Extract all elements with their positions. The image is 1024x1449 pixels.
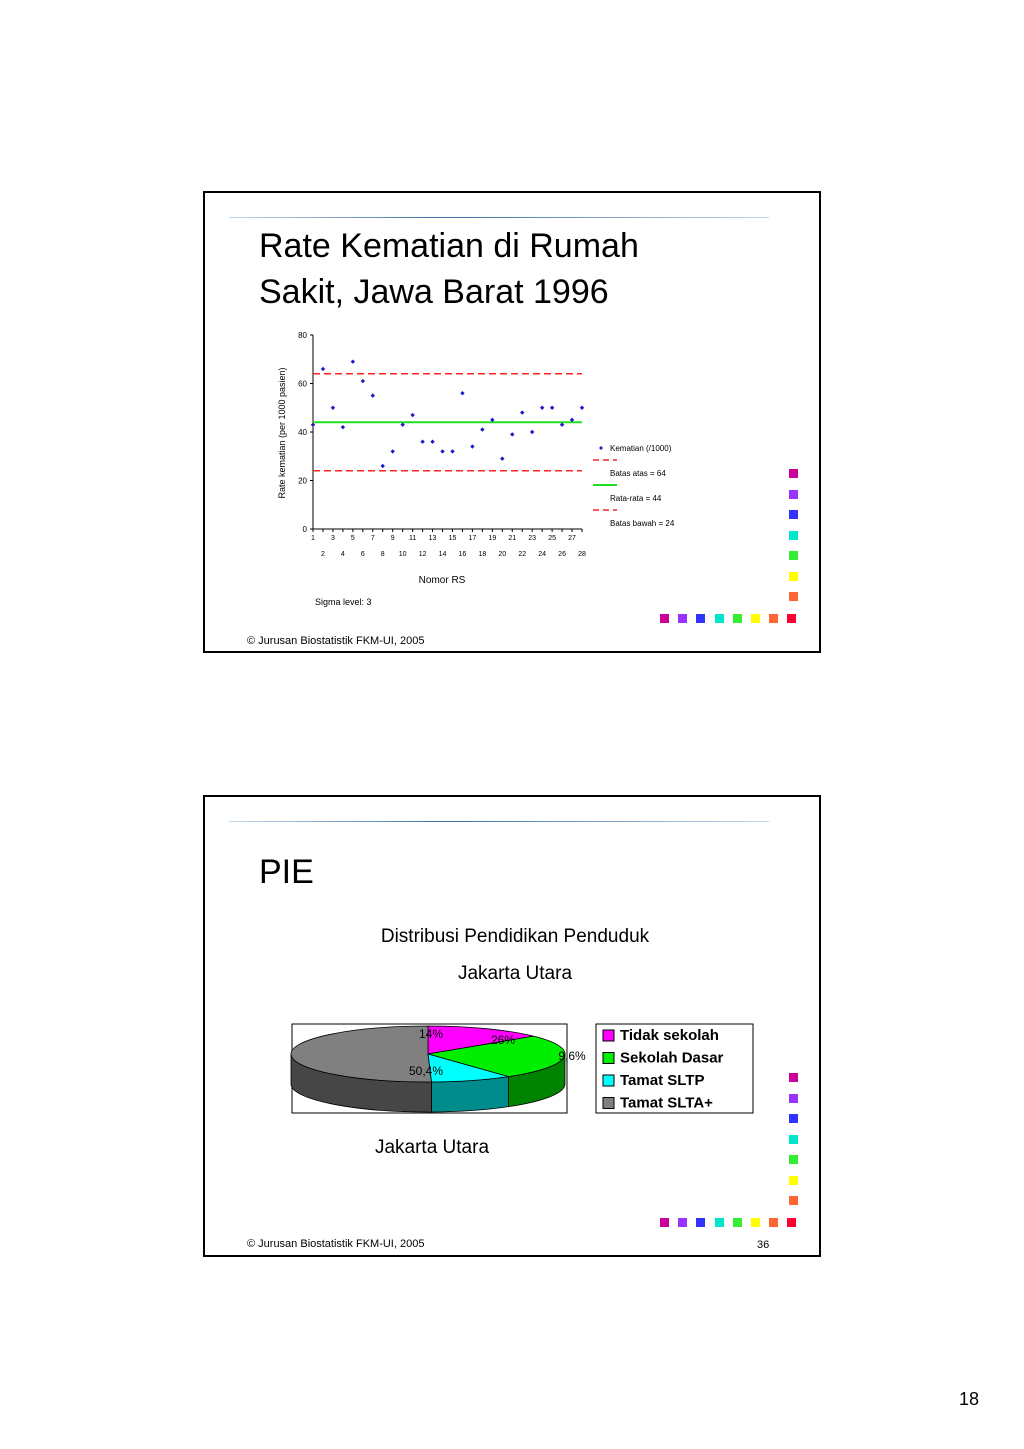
decorative-square (789, 490, 798, 499)
y-tick-label: 80 (298, 331, 307, 340)
data-point (391, 449, 395, 453)
decorative-square (678, 614, 687, 623)
decorative-square (789, 510, 798, 519)
x-tick-label: 12 (418, 551, 427, 558)
pie-caption: Jakarta Utara (374, 1137, 490, 1158)
decorative-square (733, 614, 742, 623)
x-tick-label: 18 (478, 551, 487, 558)
legend-label: Batas atas = 64 (610, 469, 666, 478)
decorative-square (789, 1155, 798, 1164)
x-tick-label: 14 (438, 551, 447, 558)
x-tick-label: 13 (428, 535, 437, 542)
decorative-square (789, 1094, 798, 1103)
slide-number: 36 (757, 1239, 770, 1251)
pie-subtitle: Jakarta Utara (457, 963, 573, 984)
slide-title-line1: Rate Kematian di Rumah (259, 227, 639, 265)
x-tick-label: 4 (340, 551, 345, 558)
x-tick-label: 15 (448, 535, 457, 542)
x-tick-label: 20 (498, 551, 507, 558)
x-tick-label: 27 (568, 535, 576, 542)
decorative-square (660, 614, 669, 623)
decorative-square (789, 1073, 798, 1082)
slide-pie-chart (203, 795, 821, 1257)
x-tick-label: 5 (350, 535, 355, 542)
decorative-square (751, 1218, 760, 1227)
x-tick-label: 25 (548, 535, 557, 542)
x-tick-label: 7 (370, 535, 375, 542)
decorative-square (789, 1196, 798, 1205)
decorative-square (787, 1218, 796, 1227)
decorative-square (789, 1176, 798, 1185)
x-tick-label: 16 (458, 551, 467, 558)
decorative-square (789, 1135, 798, 1144)
decorative-square (696, 614, 705, 623)
decorative-square (769, 1218, 778, 1227)
decorative-square (751, 614, 760, 623)
decorative-square (789, 551, 798, 560)
data-point (530, 430, 534, 434)
legend-swatch (603, 1075, 614, 1086)
data-point (331, 406, 335, 410)
y-tick-label: 0 (302, 525, 307, 534)
data-point (410, 413, 414, 417)
data-point (420, 440, 424, 444)
pie-slice-label: 26% (490, 1033, 516, 1047)
decorative-square (789, 531, 798, 540)
data-point (450, 449, 454, 453)
slide-control-chart (203, 191, 821, 653)
data-point (470, 444, 474, 448)
data-point (540, 406, 544, 410)
legend-swatch (603, 1053, 614, 1064)
sigma-note: Sigma level: 3 (315, 597, 372, 607)
data-point (321, 367, 325, 371)
data-point (341, 425, 345, 429)
x-tick-label: 1 (311, 535, 315, 542)
legend-swatch (603, 1098, 614, 1109)
x-axis-label: Nomor RS (418, 575, 466, 586)
pie-slice-label: 14% (418, 1027, 444, 1041)
x-tick-label: 2 (321, 551, 325, 558)
legend-label: Tidak sekolah (620, 1027, 719, 1044)
legend-swatch (603, 1030, 614, 1041)
x-tick-label: 11 (408, 535, 417, 542)
x-tick-label: 10 (398, 551, 407, 558)
decorative-square (789, 1114, 798, 1123)
y-tick-label: 20 (298, 476, 307, 486)
data-point (510, 432, 514, 436)
legend-label: Sekolah Dasar (620, 1049, 724, 1067)
decorative-square (660, 1218, 669, 1227)
decorative-square (678, 1218, 687, 1227)
x-tick-label: 26 (558, 551, 566, 558)
x-tick-label: 8 (380, 551, 385, 558)
data-point (500, 456, 504, 460)
pie-title: Distribusi Pendidikan Penduduk (380, 926, 650, 947)
legend-label: Tamat SLTA+ (620, 1094, 713, 1112)
legend-marker-point (599, 446, 603, 450)
data-point (550, 406, 554, 410)
decorative-square (715, 614, 724, 623)
data-point (381, 464, 385, 468)
data-point (430, 440, 434, 444)
x-tick-label: 22 (518, 551, 527, 558)
slide-footer: © Jurusan Biostatistik FKM-UI, 2005 (247, 635, 425, 647)
legend-label: Kematian (/1000) (610, 444, 672, 453)
page-number: 18 (958, 1389, 979, 1409)
control-chart (205, 193, 819, 651)
x-tick-label: 9 (390, 535, 395, 542)
x-tick-label: 28 (578, 551, 586, 558)
legend-label: Tamat SLTP (620, 1072, 705, 1089)
data-point (460, 391, 464, 395)
x-tick-label: 6 (360, 551, 365, 558)
slide-title-line2: Sakit, Jawa Barat 1996 (259, 273, 609, 311)
data-point (520, 410, 524, 414)
decorative-square (787, 614, 796, 623)
decorative-square (769, 614, 778, 623)
decorative-square (789, 592, 798, 601)
legend-label: Batas bawah = 24 (610, 519, 675, 528)
data-point (361, 379, 365, 383)
y-tick-label: 40 (298, 428, 307, 437)
decorative-square (696, 1218, 705, 1227)
x-tick-label: 3 (330, 535, 335, 542)
decorative-square (789, 469, 798, 478)
decorative-square (715, 1218, 724, 1227)
data-point (580, 406, 584, 410)
pie-slice-label: 50,4% (408, 1064, 444, 1078)
x-tick-label: 19 (488, 535, 497, 542)
y-tick-label: 60 (298, 379, 307, 389)
pie-slice-label: 9,6% (558, 1049, 586, 1063)
x-tick-label: 21 (508, 535, 517, 542)
pie-chart (205, 797, 819, 1255)
slide-footer: © Jurusan Biostatistik FKM-UI, 2005 (247, 1238, 425, 1250)
decorative-square (789, 572, 798, 581)
data-point (440, 449, 444, 453)
y-axis-label: Rate kematian (per 1000 pasien) (277, 367, 287, 499)
slide-title: PIE (259, 853, 314, 891)
x-tick-label: 23 (528, 535, 537, 542)
legend-label: Rata-rata = 44 (610, 494, 662, 503)
x-tick-label: 24 (538, 551, 547, 558)
data-point (480, 427, 484, 431)
data-point (351, 359, 355, 363)
x-tick-label: 17 (468, 535, 477, 542)
decorative-square (733, 1218, 742, 1227)
data-point (371, 393, 375, 397)
